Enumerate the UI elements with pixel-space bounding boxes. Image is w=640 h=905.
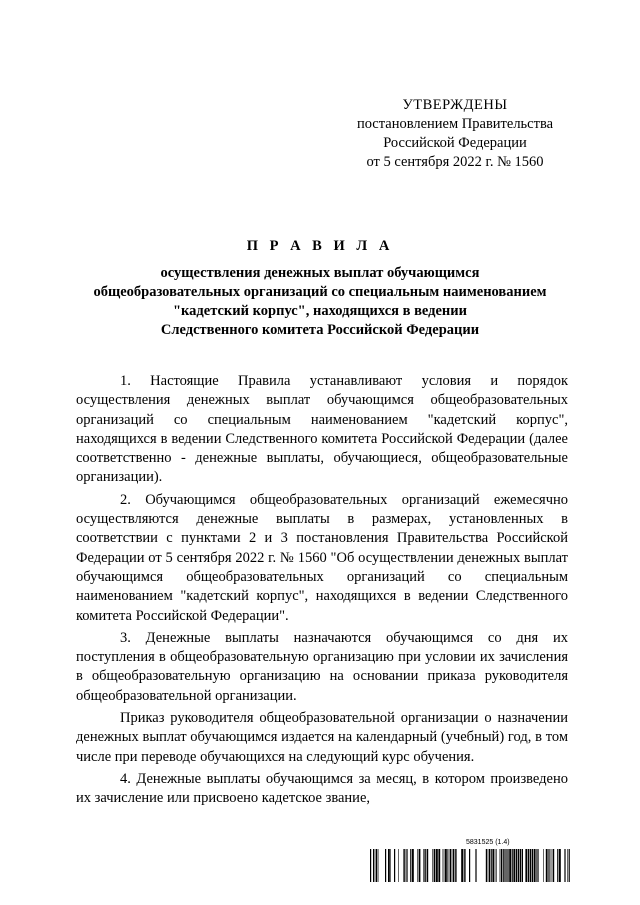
document-title: П Р А В И Л А bbox=[246, 238, 394, 254]
document-body bbox=[76, 372, 568, 809]
document-stamp bbox=[370, 839, 570, 884]
approval-date-number: от 5 сентября 2022 г. № 1560 bbox=[366, 154, 544, 170]
subtitle-line-4: Следственного комитета Российской Федерации bbox=[160, 322, 480, 338]
barcode-icon bbox=[370, 849, 570, 882]
approval-block bbox=[330, 96, 580, 172]
paragraph-4: 4. Денежные выплаты обучающимся за месяц, в котором произведено их зачисление или присвоено кадетское звание, bbox=[76, 770, 568, 807]
approval-line-3: Российской Федерации bbox=[383, 135, 527, 151]
stamp-number: 5831525 (1.4) bbox=[466, 839, 510, 846]
paragraph-3: 3. Денежные выплаты назначаются обучающимся со дня их поступления в общеобразовательную организацию при условии их зачисления в общеобразовательную организацию на основании приказа руководителя общеобразовательной организации. bbox=[76, 629, 568, 704]
paragraph-2: 2. Обучающимся общеобразовательных организаций ежемесячно осуществляются денежные выплаты в размерах, установленных в соответствии с пунктами 2 и 3 постановления Правительства Российской Федерации от 5 сентября 2022 г. № 1560 "Об осуществлении денежных выплат обучающимся общеобразовательных организаций со специальным наименованием "кадетский корпус", находящихся в ведении Следственного комитета Российской Федерации". bbox=[76, 491, 568, 624]
approval-line-2: постановлением Правительства bbox=[356, 116, 554, 132]
document-subtitle bbox=[70, 264, 570, 340]
paragraph-1: 1. Настоящие Правила устанавливают условия и порядок осуществления денежных выплат обучающимся общеобразовательных организаций со специальным наименованием "кадетский корпус", находящихся в ведении Следственного комитета Российской Федерации (далее соответственно - денежные выплаты, обучающиеся, общеобразовательные организации). bbox=[76, 373, 568, 486]
paragraph-3-continuation: Приказ руководителя общеобразовательной организации о назначении денежных выплат обучающимся издается на календарный (учебный) год, в том числе при переводе обучающихся на следующий курс обучения. bbox=[76, 710, 568, 765]
subtitle-line-1: осуществления денежных выплат обучающимся bbox=[160, 265, 480, 281]
approval-heading: УТВЕРЖДЕНЫ bbox=[402, 97, 508, 113]
subtitle-line-3: "кадетский корпус", находящихся в ведении bbox=[172, 303, 467, 319]
subtitle-line-2: общеобразовательных организаций со специальным наименованием bbox=[93, 284, 547, 300]
